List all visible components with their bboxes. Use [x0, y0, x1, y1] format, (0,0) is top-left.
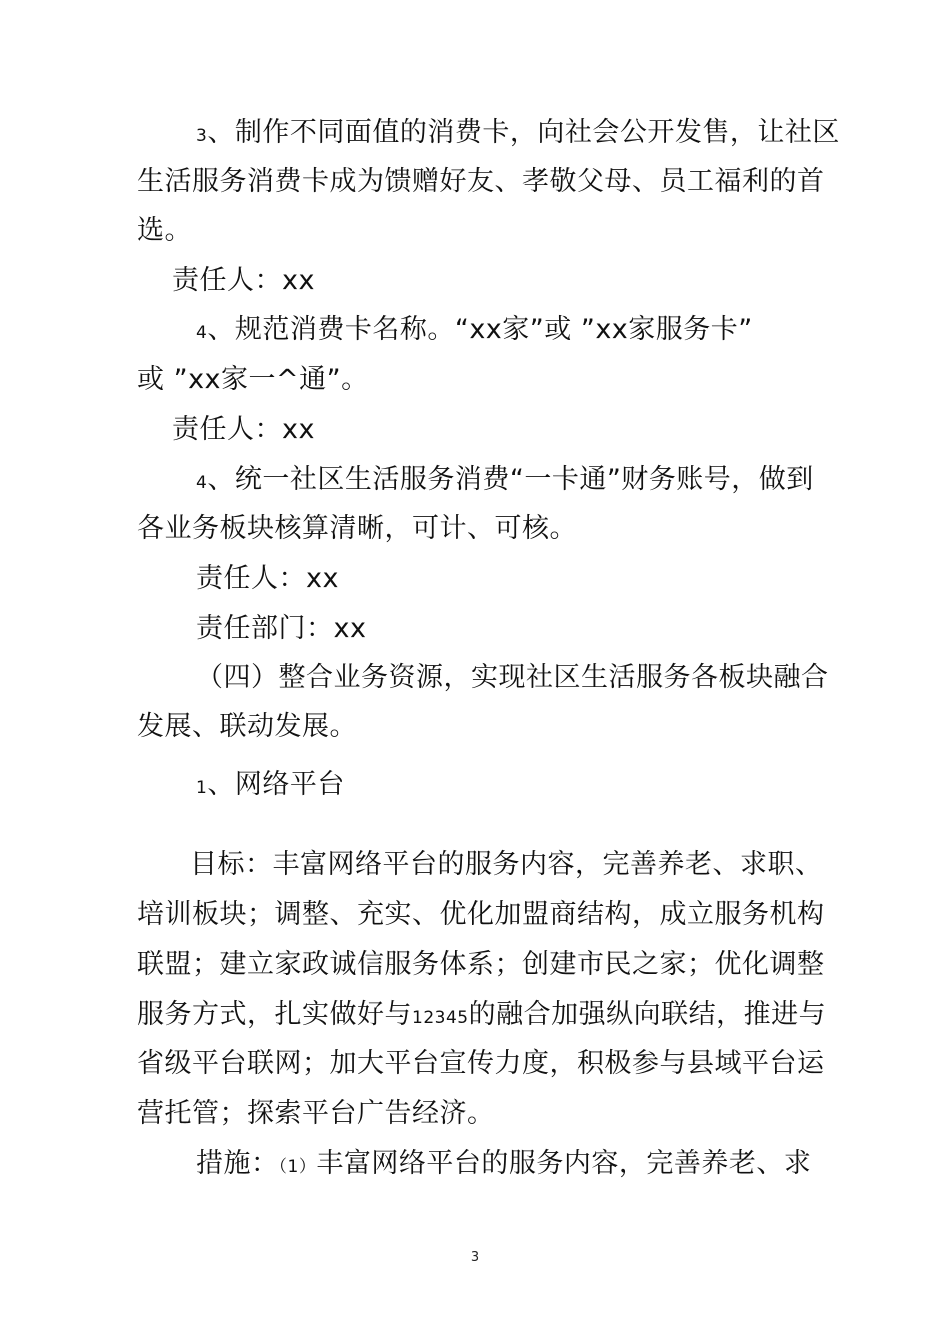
subsection-heading: 1、网络平台 — [196, 769, 345, 800]
text-line-11: 责任部门：xx — [196, 613, 367, 644]
text-line-20: 营托管；探索平台广告经济。 — [137, 1098, 495, 1129]
text-line-7: 责任人：xx — [172, 414, 315, 445]
text-line-9: 各业务板块核算清晰，可计、可核。 — [137, 513, 577, 544]
text-line-3: 选。 — [137, 215, 192, 246]
text-line-18: 服务方式，扎实做好与12345的融合加强纵向联结，推进与 — [137, 999, 827, 1030]
text-line-8: 4、统一社区生活服务消费“一卡通”财务账号，做到 — [196, 464, 814, 495]
text-line-10: 责任人：xx — [196, 563, 339, 594]
text-line-1: 3、制作不同面值的消费卡，向社会公开发售，让社区 — [196, 117, 840, 148]
item-number: 3 — [196, 126, 208, 146]
text-line-2: 生活服务消费卡成为馈赠好友、孝敬父母、员工福利的首 — [137, 166, 825, 197]
item-number: 4 — [196, 323, 208, 343]
hotline-number: 12345 — [412, 1008, 469, 1028]
text-line-15: 目标：丰富网络平台的服务内容，完善养老、求职、 — [190, 849, 823, 880]
page-number: 3 — [470, 1250, 480, 1265]
text-line-19: 省级平台联网；加大平台宣传力度，积极参与县域平台运 — [137, 1048, 825, 1079]
text-line-5: 4、规范消费卡名称。“xx家”或 ”xx家服务卡” — [196, 314, 753, 345]
text-line-4: 责任人：xx — [172, 265, 315, 296]
item-number: 4 — [196, 473, 208, 493]
text-line-21: 措施：（1）丰富网络平台的服务内容，完善养老、求 — [196, 1148, 812, 1179]
item-number: 1 — [196, 778, 208, 798]
text-line-6: 或 ”xx家一^通”。 — [137, 364, 369, 395]
measure-number: （1） — [278, 1157, 317, 1177]
text-line-13: 发展、联动发展。 — [137, 711, 357, 742]
text-line-16: 培训板块；调整、充实、优化加盟商结构，成立服务机构 — [137, 899, 825, 930]
text-line-17: 联盟；建立家政诚信服务体系；创建市民之家；优化调整 — [137, 949, 825, 980]
section-heading: （四）整合业务资源，实现社区生活服务各板块融合 — [196, 662, 829, 693]
